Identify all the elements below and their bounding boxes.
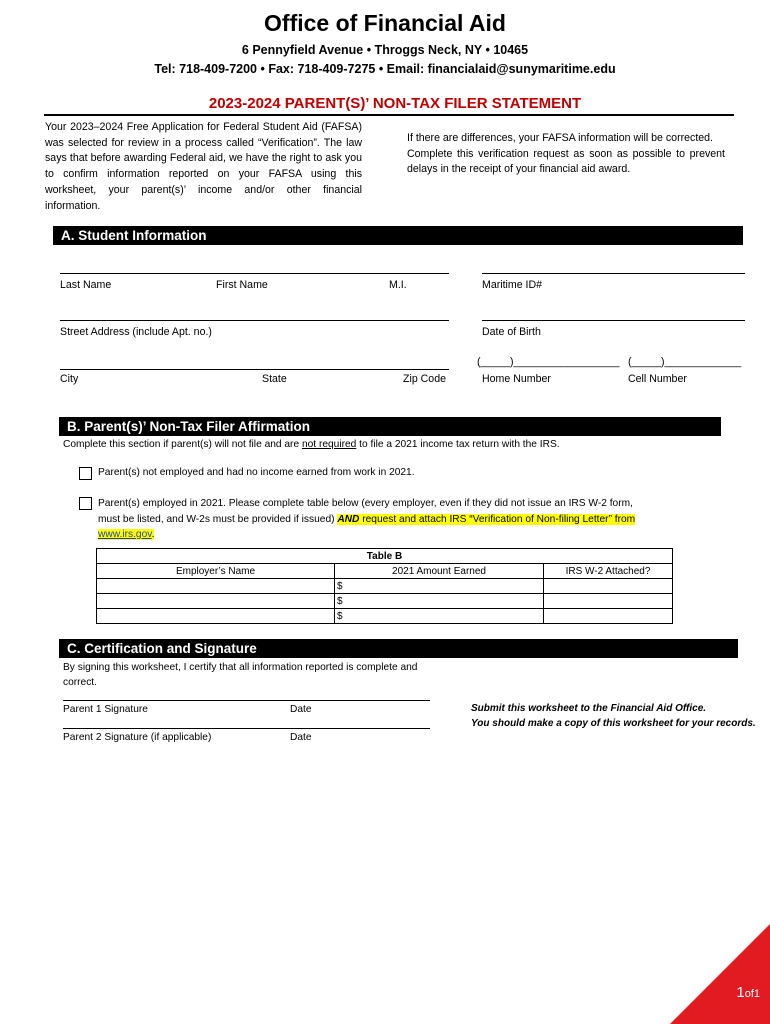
- maritime-id-label: Maritime ID#: [482, 279, 543, 291]
- state-label: State: [262, 373, 287, 385]
- home-phone-field[interactable]: (_____)__________________: [477, 356, 620, 368]
- mi-label: M.I.: [389, 279, 407, 291]
- parent1-date-label: Date: [290, 704, 312, 715]
- street-line[interactable]: [60, 320, 449, 321]
- submit-note-2: You should make a copy of this worksheet for your records.: [471, 718, 756, 729]
- not-required-text: not required: [301, 439, 357, 450]
- w2-cell[interactable]: [544, 594, 673, 609]
- employer-name-header: Employer’s Name: [97, 564, 335, 579]
- amount-cell[interactable]: $: [335, 594, 544, 609]
- employed-label: Parent(s) employed in 2021. Please complete table below (every employer, even if they did not issue an IRS W-2 form, must be listed, and W-2s must be provided if issued) AND request and attach IRS “Verification of Non-filing Letter” from www.irs.gov.: [98, 498, 636, 540]
- amount-cell[interactable]: $: [335, 579, 544, 594]
- page-corner-triangle: [670, 924, 770, 1024]
- intro-right-1: If there are differences, your FAFSA information will be corrected.: [407, 132, 713, 144]
- name-line[interactable]: [60, 273, 449, 274]
- intro-right-2: Complete this verification request as soon as possible to prevent delays in the receipt of your financial aid award.: [407, 147, 725, 176]
- certification-statement: By signing this worksheet, I certify that all information reported is complete and correct.: [63, 662, 418, 688]
- table-row: [97, 609, 673, 624]
- not-employed-label: Parent(s) not employed and had no income earned from work in 2021.: [98, 467, 415, 478]
- cell-number-label: Cell Number: [628, 373, 687, 385]
- intro-left: Your 2023–2024 Free Application for Federal Student Aid (FAFSA) was selected for review in a process called “Verification”. The law says that before awarding Federal aid, we have the right to ask you to confirm information reported on your FAFSA using this worksheet, your parent(s)’ income and/or other financial information.: [45, 121, 362, 212]
- office-address: 6 Pennyfield Avenue • Throggs Neck, NY • 10465: [241, 43, 529, 57]
- parent1-signature-line[interactable]: [63, 700, 430, 701]
- zip-label: Zip Code: [403, 373, 446, 385]
- table-b: [96, 548, 673, 624]
- dob-line[interactable]: [482, 320, 745, 321]
- parent2-date-label: Date: [290, 732, 312, 743]
- table-row: [97, 594, 673, 609]
- not-employed-checkbox[interactable]: [79, 467, 92, 480]
- table-row: [97, 579, 673, 594]
- employer-name-cell[interactable]: [97, 594, 335, 609]
- title-rule: [44, 114, 734, 116]
- section-b-instruction: Complete this section if parent(s) will not file and are not required to file a 2021 income tax return with the IRS.: [63, 439, 560, 450]
- city-line[interactable]: [60, 369, 449, 370]
- section-c-header: C. Certification and Signature: [59, 639, 738, 658]
- employed-checkbox[interactable]: [79, 497, 92, 510]
- statement-title: 2023-2024 PARENT(S)’ NON-TAX FILER STATEMENT: [208, 95, 582, 112]
- page-number: 1of1: [736, 984, 760, 1001]
- maritime-id-line[interactable]: [482, 273, 745, 274]
- and-emphasis: AND: [337, 513, 360, 525]
- parent1-signature-label: Parent 1 Signature: [63, 704, 148, 715]
- table-b-caption: Table B: [97, 549, 673, 564]
- amount-cell[interactable]: $: [335, 609, 544, 624]
- city-label: City: [60, 373, 79, 385]
- irs-link[interactable]: www.irs.gov: [98, 529, 152, 540]
- street-label: Street Address (include Apt. no.): [60, 326, 212, 338]
- parent2-signature-label: Parent 2 Signature (if applicable): [63, 732, 212, 743]
- w2-cell[interactable]: [544, 609, 673, 624]
- office-title: Office of Financial Aid: [264, 10, 506, 36]
- cell-phone-field[interactable]: (_____)_____________: [628, 356, 742, 368]
- intro-right: [407, 131, 725, 178]
- w2-cell[interactable]: [544, 579, 673, 594]
- amount-earned-header: 2021 Amount Earned: [335, 564, 544, 579]
- home-number-label: Home Number: [482, 373, 551, 385]
- office-contact: Tel: 718-409-7200 • Fax: 718-409-7275 • Email: financialaid@sunymaritime.edu: [154, 62, 616, 76]
- w2-attached-header: IRS W-2 Attached?: [544, 564, 673, 579]
- section-a-header: A. Student Information: [53, 226, 743, 245]
- dob-label: Date of Birth: [482, 326, 541, 338]
- submit-note-1: Submit this worksheet to the Financial Aid Office.: [471, 703, 707, 714]
- section-b-header: B. Parent(s)’ Non-Tax Filer Affirmation: [59, 417, 721, 436]
- last-name-label: Last Name: [60, 279, 112, 291]
- parent2-signature-line[interactable]: [63, 728, 430, 729]
- employer-name-cell[interactable]: [97, 579, 335, 594]
- employer-name-cell[interactable]: [97, 609, 335, 624]
- first-name-label: First Name: [216, 279, 268, 291]
